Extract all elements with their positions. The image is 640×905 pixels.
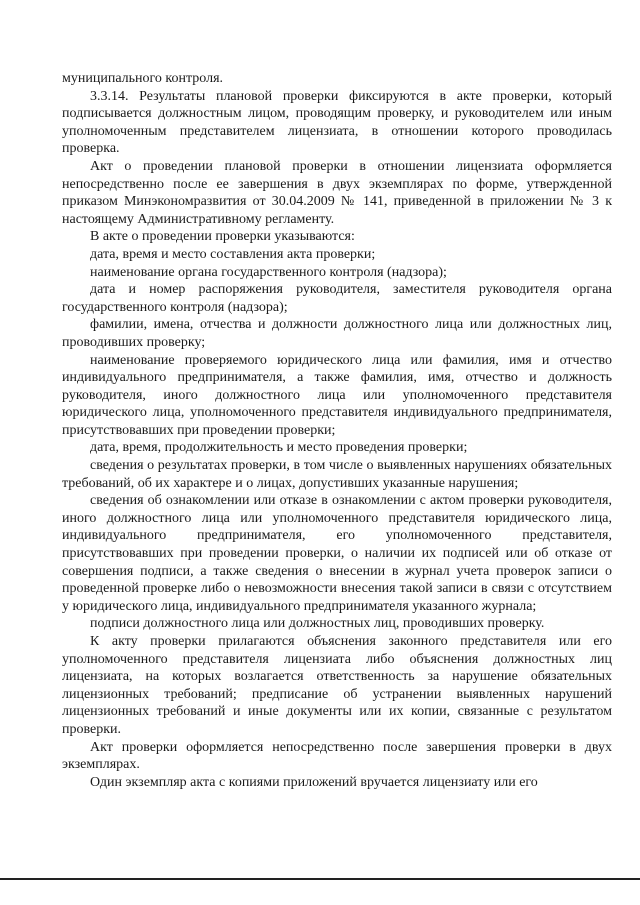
paragraph-continuation: муниципального контроля. [62, 71, 224, 86]
list-item-order-number: дата и номер распоряжения руководителя, заместителя руководителя органа государственного контроля (надзора); [62, 282, 612, 315]
paragraph-attachments: К акту проверки прилагаются объяснения законного представителя или его уполномоченного представителя лицензиата либо объяснения должностных лиц лицензиата, на которых возлагается ответственность за нарушение обязательных лицензионных требований; предписание об устранении выявленных нарушений лицензионных требований и иные документы или их копии, связанные с результатом проверки. [62, 634, 612, 737]
paragraph-copy-delivery: Один экземпляр акта с копиями приложений вручается лицензиату или его [90, 774, 538, 790]
list-item-date-place: дата, время и место составления акта проверки; [90, 246, 376, 262]
paragraph-act-form: Акт о проведении плановой проверки в отношении лицензиата оформляется непосредственно после ее завершения в двух экземплярах по форме, утвержденной приказом Минэкономразвития от 30.04.2009 № 141, приведенной в приложении № 3 к настоящему Административному регламенту. [62, 158, 612, 227]
list-item-signatures: подписи должностного лица или должностных лиц, проводивших проверку. [90, 616, 545, 632]
list-item-acquaintance: сведения об ознакомлении или отказе в ознакомлении с актом проверки руководителя, иного должностного лица или уполномоченного представителя юридического лица, индивидуального предпринимателя, его уполномоченного представителя, присутствовавших при проведении проверки, о наличии их подписей или об отказе от совершения подписи, а также сведения о внесении в журнал учета проверок записи о проведенной проверке либо о невозможности внесения такой записи в связи с отсутствием у юридического лица, индивидуального предпринимателя указанного журнала; [62, 493, 612, 614]
list-item-inspected-entity: наименование проверяемого юридического лица или фамилия, имя и отчество индивидуального предпринимателя, а также фамилия, имя, отчество и должность руководителя, иного должностного лица или уполномоченного представителя юридического лица, уполномоченного представителя индивидуального предпринимателя, присутствовавших при проведении проверки; [62, 352, 612, 438]
document-page [62, 70, 612, 791]
list-item-authority-name: наименование органа государственного контроля (надзора); [90, 264, 447, 280]
paragraph-3-3-14: 3.3.14. Результаты плановой проверки фиксируются в акте проверки, который подписывается должностным лицом, проводящим проверку, и руководителем или иным уполномоченным представителем лицензиата, в отношении которого проводилась проверка. [62, 88, 612, 157]
scan-bottom-edge-line [0, 878, 640, 880]
paragraph-act-contents-intro: В акте о проведении проверки указываются: [90, 229, 355, 245]
list-item-inspectors: фамилии, имена, отчества и должности должностного лица или должностных лиц, проводивших проверку; [62, 317, 612, 350]
list-item-results: сведения о результатах проверки, в том числе о выявленных нарушениях обязательных требований, об их характере и о лицах, допустивших указанные нарушения; [62, 458, 612, 491]
paragraph-act-execution: Акт проверки оформляется непосредственно после завершения проверки в двух экземплярах. [62, 739, 612, 773]
list-item-inspection-time: дата, время, продолжительность и место проведения проверки; [90, 440, 468, 456]
